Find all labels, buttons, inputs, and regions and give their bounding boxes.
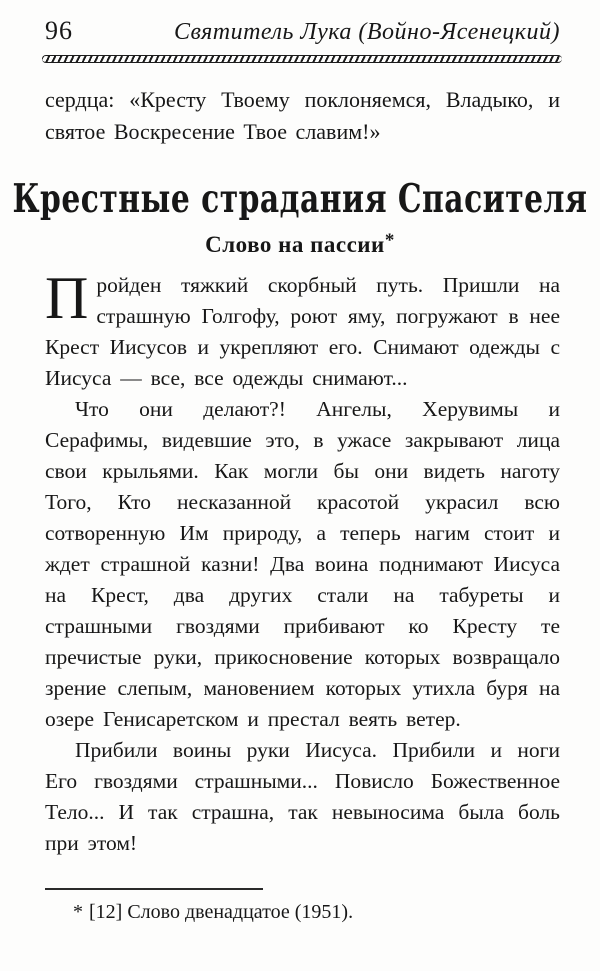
- footnote-rule: [45, 888, 263, 890]
- footnote: [45, 898, 560, 926]
- paragraph-1-text: ройден тяжкий скорбный путь. Пришли на страшную Голгофу, роют яму, погружают в нее Крест Иисусов и укрепляют его. Снимают одежды с Иисуса — все, все одежды снимают...: [45, 273, 560, 390]
- section-title: Крестные страдания Спасителя: [12, 176, 588, 223]
- paragraph-1: [45, 265, 560, 394]
- footnote-area: [45, 888, 560, 926]
- footnote-marker: *: [73, 901, 83, 923]
- continued-paragraph: сердца: «Кресту Твоему поклоняемся, Владыко, и святое Воскресение Твое славим!»: [45, 87, 560, 144]
- footnote-text: [12] Слово двенадцатое (1951).: [89, 901, 354, 923]
- section-subtitle-text: Слово на пассии: [205, 232, 385, 257]
- footnote-reference-marker: *: [384, 230, 395, 251]
- paragraph-2: Что они делают?! Ангелы, Херувимы и Серафимы, видевшие это, в ужасе закрывают лица свои крыльями. Как могли бы они видеть наготу Того, Кто несказанной красотой украсил всю сотворенную Им природу, а теперь нагим стоит и ждет страшной казни! Два воина поднимают Иисуса на Крест, два других стали на табуреты и страшными гвоздями прибивают ко Кресту те пречистые руки, прикосновение которых возвращало зрение слепым, мановением которых утихла буря на озере Генисаретском и престал веять ветер.: [45, 397, 560, 731]
- page-number: 96: [45, 16, 73, 45]
- paragraph-3: Прибили воины руки Иисуса. Прибили и ноги Его гвоздями страшными... Повисло Божественное Тело... И так страшна, так невыносима была боль при этом!: [45, 738, 560, 855]
- body-text: [45, 265, 560, 859]
- page-header: [45, 16, 560, 46]
- drop-cap: П: [45, 265, 89, 331]
- section-subtitle: [0, 232, 600, 258]
- running-title: Святитель Лука (Войно-Ясенецкий): [174, 19, 560, 45]
- rope-ornament-rule: [42, 55, 562, 63]
